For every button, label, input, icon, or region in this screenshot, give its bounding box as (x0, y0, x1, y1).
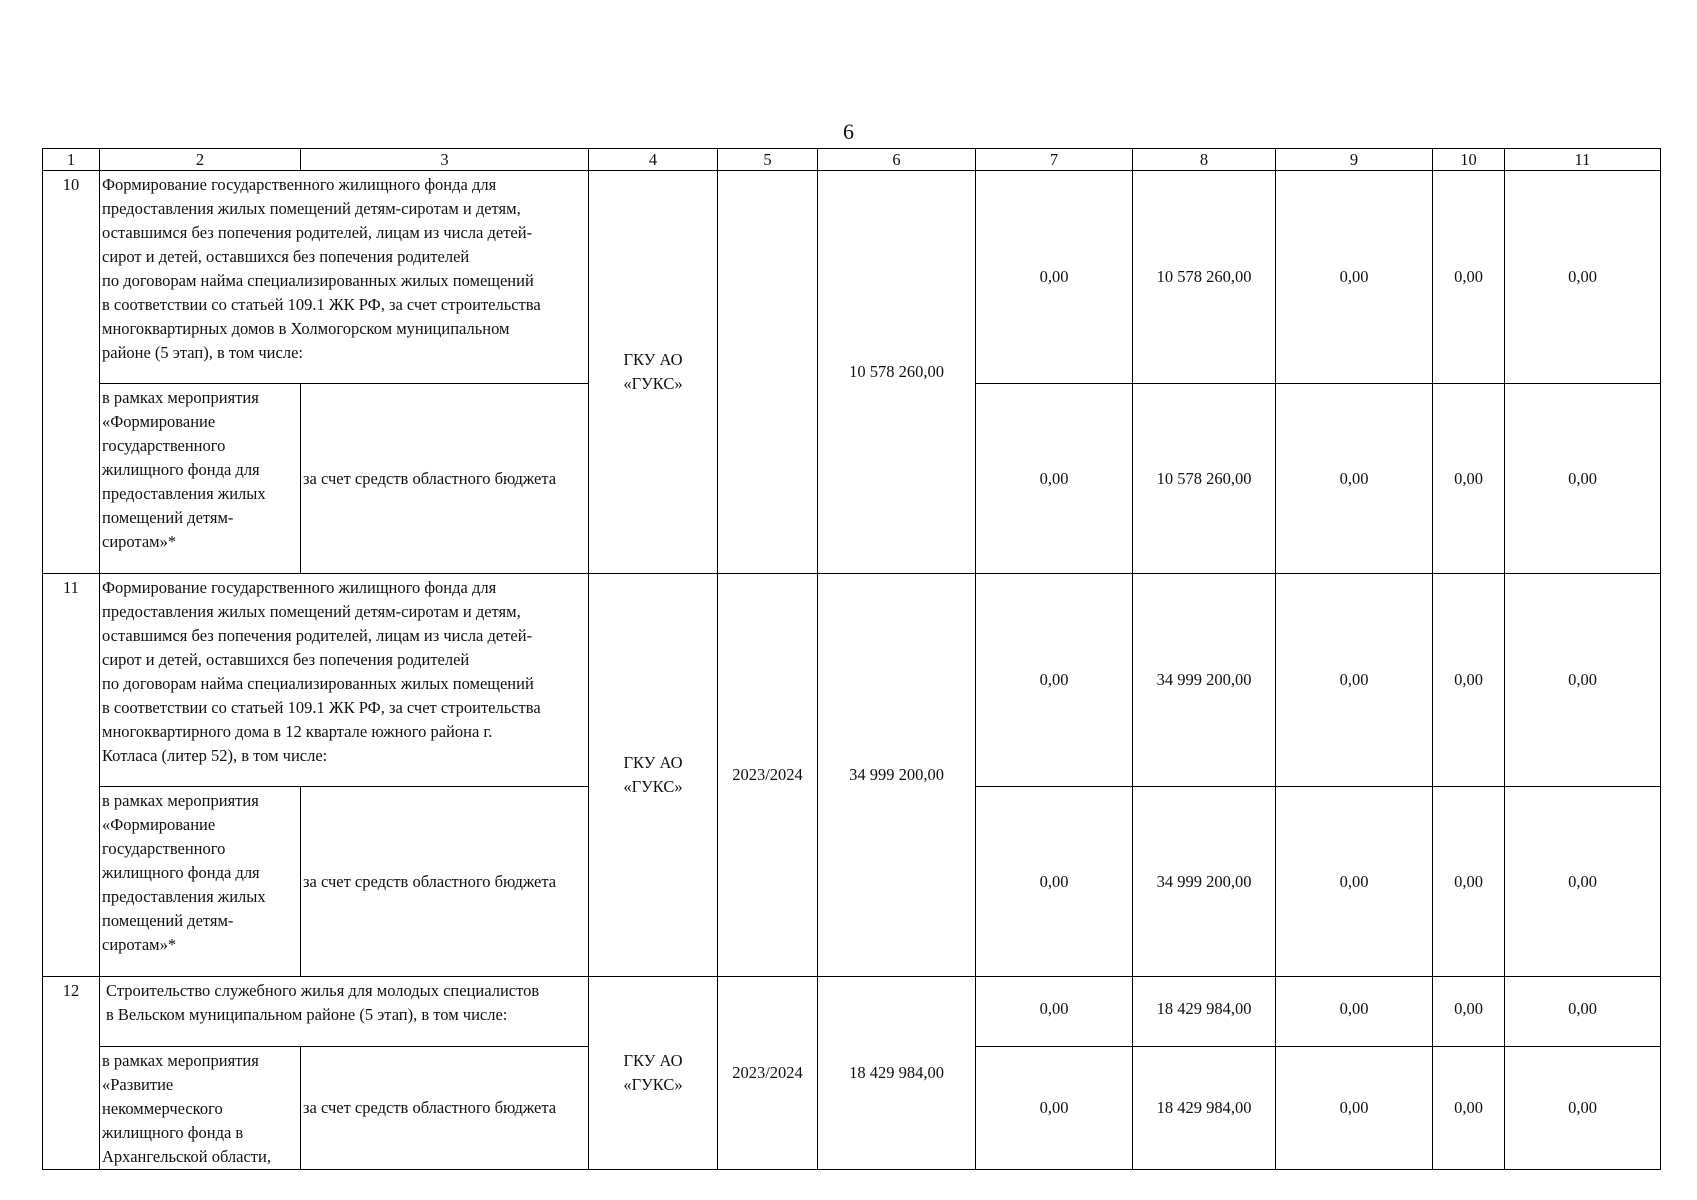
period-cell: 2023/2024 (718, 977, 818, 1170)
funding-source: за счет средств областного бюджета (301, 1047, 589, 1170)
value-cell: 0,00 (976, 787, 1133, 977)
value-cell: 34 999 200,00 (1133, 787, 1276, 977)
event-description: в рамках мероприятия «Формирование государственного жилищного фонда для предоставления жилых помещений детям- сиротам»* (100, 384, 301, 574)
value-cell: 0,00 (1433, 1047, 1505, 1170)
period-cell: 2023/2024 (718, 574, 818, 977)
value-cell: 0,00 (1505, 787, 1661, 977)
value-cell: 0,00 (1505, 384, 1661, 574)
executor-cell: ГКУ АО «ГУКС» (589, 977, 718, 1170)
value-cell: 18 429 984,00 (1133, 977, 1276, 1047)
value-cell: 0,00 (976, 977, 1133, 1047)
header-cell: 4 (589, 149, 718, 171)
header-cell: 6 (818, 149, 976, 171)
value-cell: 0,00 (1433, 977, 1505, 1047)
funding-source: за счет средств областного бюджета (301, 384, 589, 574)
object-description: Формирование государственного жилищного фонда для предоставления жилых помещений детям-сиротам и детям, оставшимся без попечения родителей, лицам из числа детей- сирот и детей, оставшихся без попечения родителей по договорам найма специализированных жилых помещений в соответствии со статьей 109.1 ЖК РФ, за счет строительства многоквартирного дома в 12 квартале южного района г. Котласа (литер 52), в том числе: (100, 574, 589, 787)
value-cell: 0,00 (1276, 574, 1433, 787)
table-row (43, 574, 1661, 787)
value-cell: 0,00 (1505, 574, 1661, 787)
header-cell: 5 (718, 149, 818, 171)
program-table (42, 148, 1661, 1170)
header-cell: 9 (1276, 149, 1433, 171)
object-description: Строительство служебного жилья для молодых специалистов в Вельском муниципальном районе (5 этап), в том числе: (100, 977, 589, 1047)
header-cell: 8 (1133, 149, 1276, 171)
value-cell: 10 578 260,00 (1133, 384, 1276, 574)
header-cell: 11 (1505, 149, 1661, 171)
period-cell (718, 171, 818, 574)
value-cell: 0,00 (1276, 787, 1433, 977)
header-row (43, 149, 1661, 171)
value-cell: 0,00 (1276, 977, 1433, 1047)
value-cell: 0,00 (1433, 384, 1505, 574)
header-cell: 1 (43, 149, 100, 171)
header-cell: 7 (976, 149, 1133, 171)
row-number: 12 (43, 977, 100, 1170)
total-cell: 18 429 984,00 (818, 977, 976, 1170)
header-cell: 3 (301, 149, 589, 171)
value-cell: 0,00 (976, 574, 1133, 787)
value-cell: 0,00 (1505, 1047, 1661, 1170)
table-row (43, 977, 1661, 1047)
value-cell: 10 578 260,00 (1133, 171, 1276, 384)
page-number: 6 (843, 119, 854, 144)
value-cell: 0,00 (1433, 787, 1505, 977)
value-cell: 0,00 (1276, 171, 1433, 384)
value-cell: 0,00 (1276, 384, 1433, 574)
value-cell: 0,00 (1276, 1047, 1433, 1170)
event-description: в рамках мероприятия «Формирование государственного жилищного фонда для предоставления жилых помещений детям- сиротам»* (100, 787, 301, 977)
object-description: Формирование государственного жилищного фонда для предоставления жилых помещений детям-сиротам и детям, оставшимся без попечения родителей, лицам из числа детей- сирот и детей, оставшихся без попечения родителей по договорам найма специализированных жилых помещений в соответствии со статьей 109.1 ЖК РФ, за счет строительства многоквартирных домов в Холмогорском муниципальном районе (5 этап), в том числе: (100, 171, 589, 384)
funding-source: за счет средств областного бюджета (301, 787, 589, 977)
event-description: в рамках мероприятия «Развитие некоммерческого жилищного фонда в Архангельской области, (100, 1047, 301, 1170)
value-cell: 18 429 984,00 (1133, 1047, 1276, 1170)
value-cell: 0,00 (1505, 977, 1661, 1047)
value-cell: 0,00 (1433, 574, 1505, 787)
value-cell: 0,00 (976, 1047, 1133, 1170)
value-cell: 0,00 (1505, 171, 1661, 384)
value-cell: 0,00 (1433, 171, 1505, 384)
header-cell: 2 (100, 149, 301, 171)
total-cell: 10 578 260,00 (818, 171, 976, 574)
value-cell: 34 999 200,00 (1133, 574, 1276, 787)
executor-cell: ГКУ АО «ГУКС» (589, 574, 718, 977)
row-number: 11 (43, 574, 100, 977)
table-row (43, 171, 1661, 384)
header-cell: 10 (1433, 149, 1505, 171)
value-cell: 0,00 (976, 171, 1133, 384)
executor-cell: ГКУ АО «ГУКС» (589, 171, 718, 574)
value-cell: 0,00 (976, 384, 1133, 574)
total-cell: 34 999 200,00 (818, 574, 976, 977)
row-number: 10 (43, 171, 100, 574)
